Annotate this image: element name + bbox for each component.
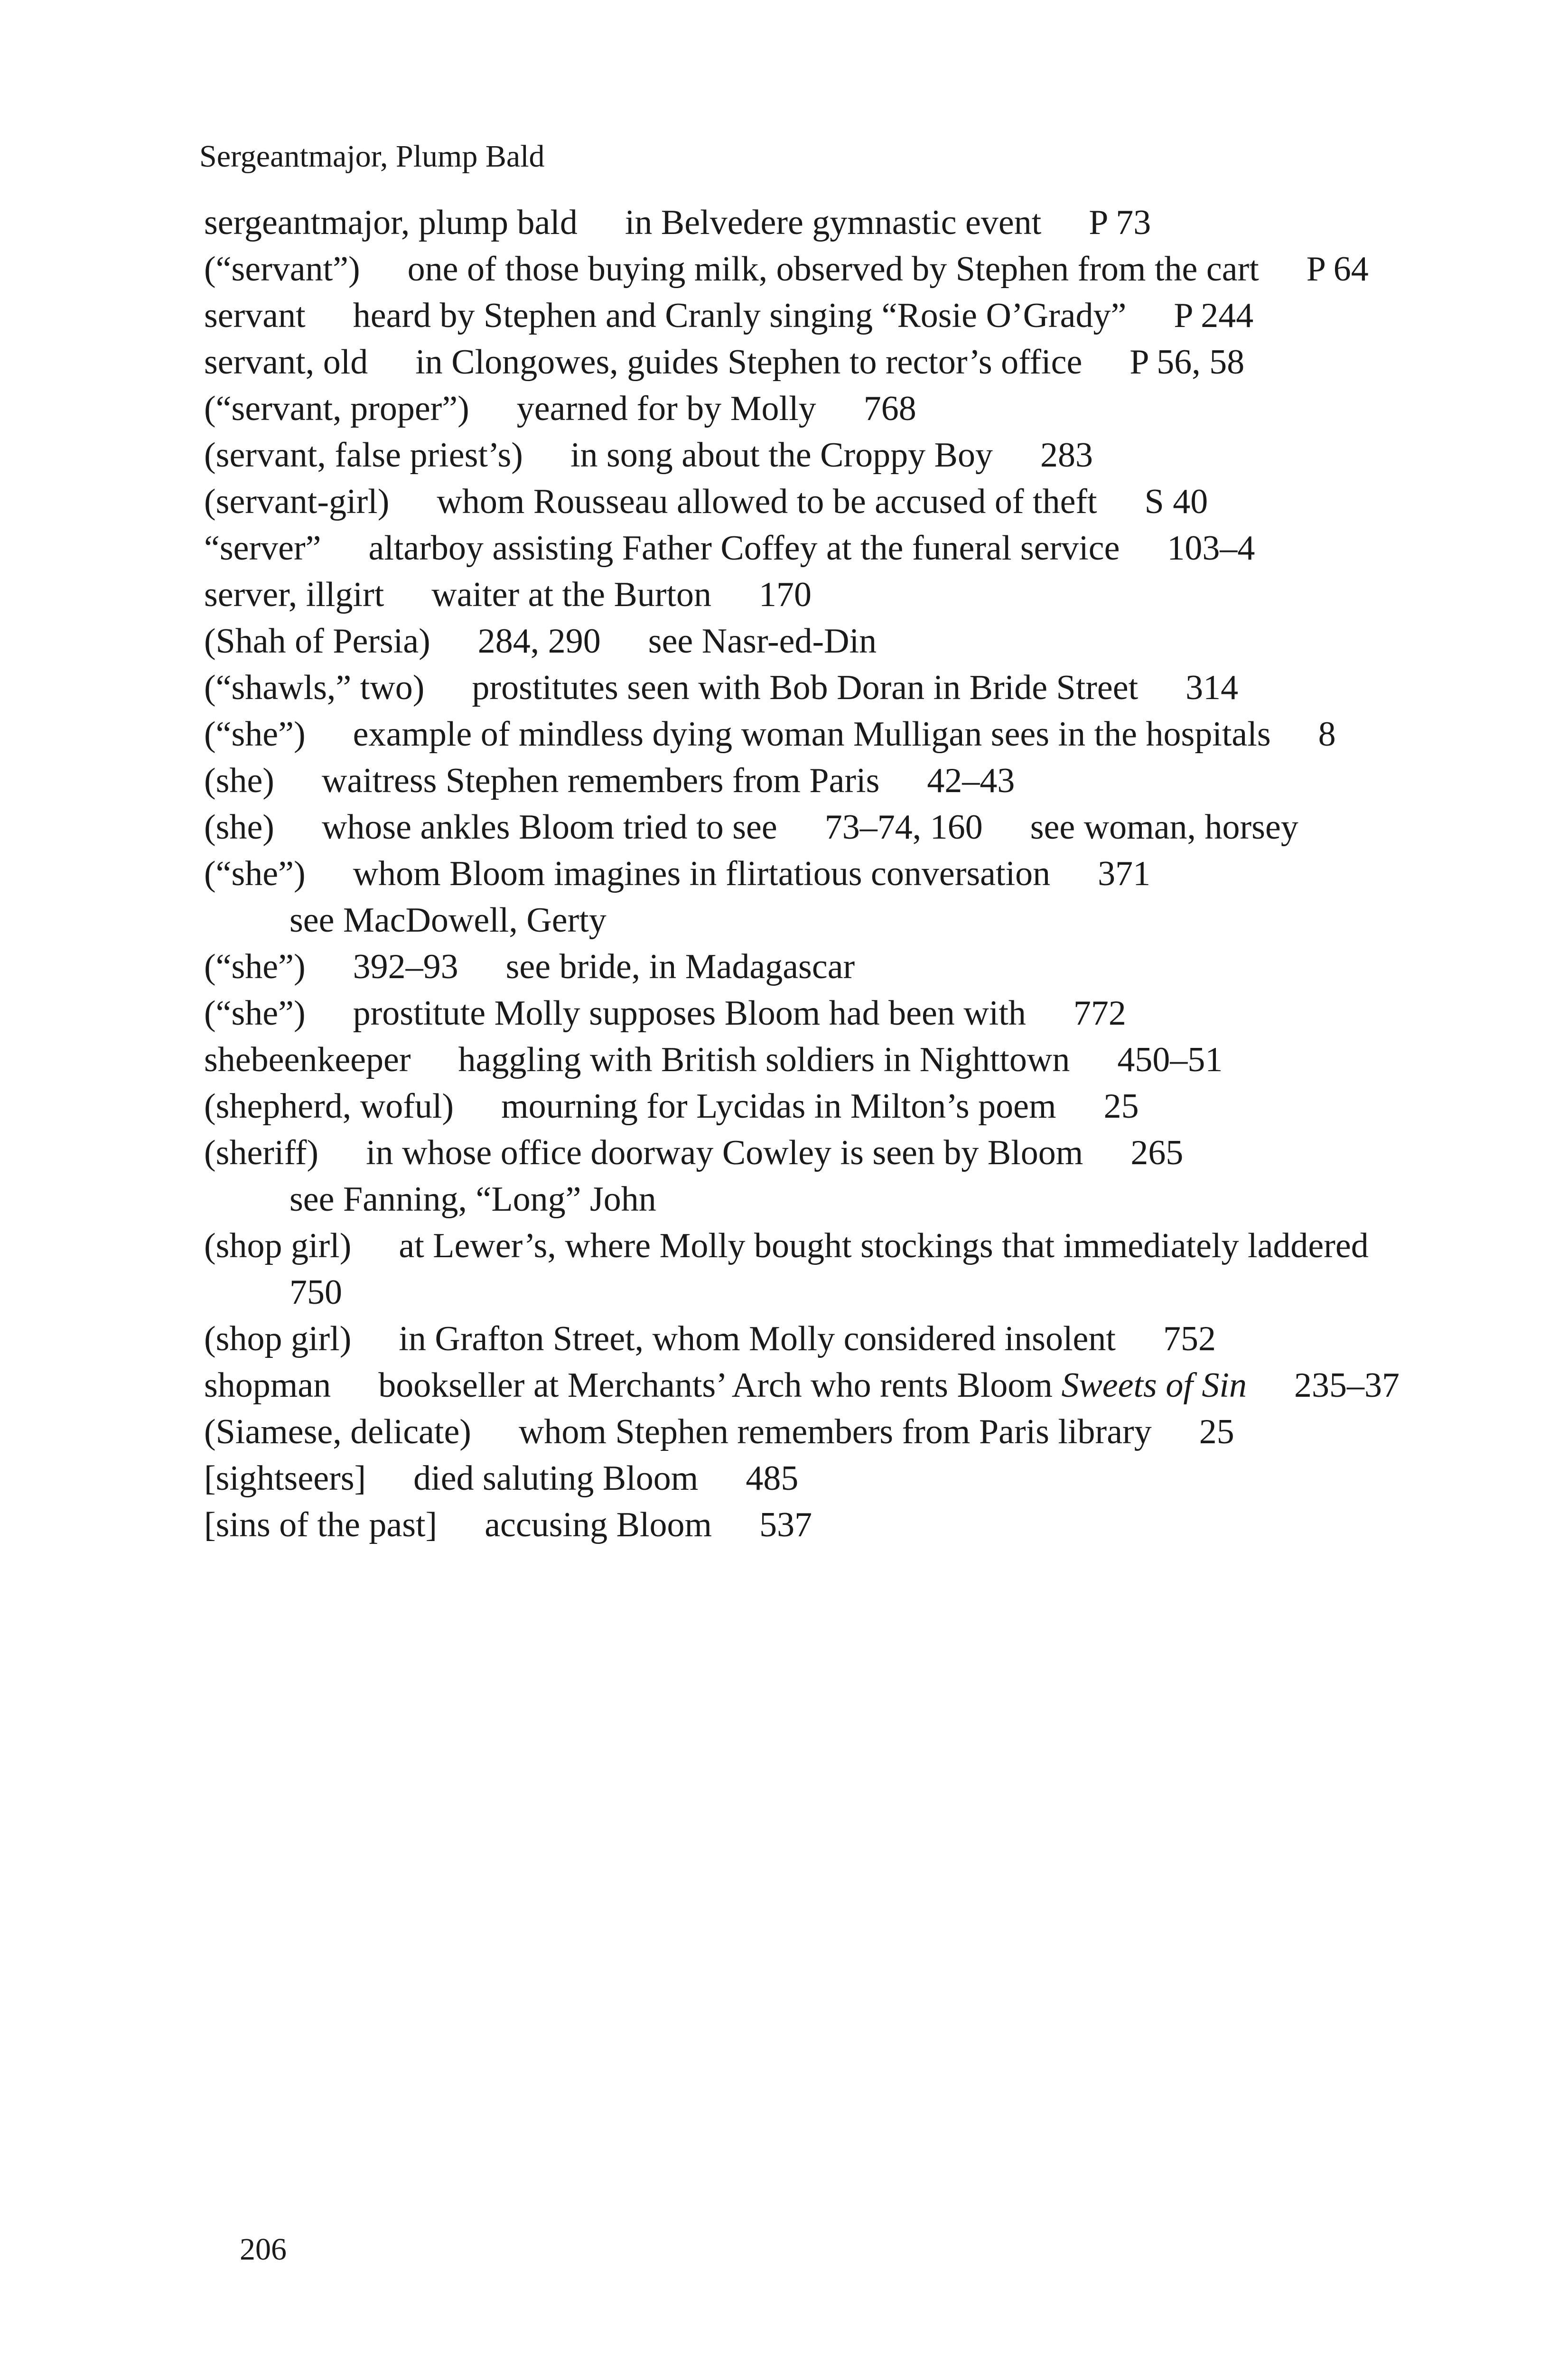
entry-description: whom Stephen remembers from Paris library — [518, 1412, 1152, 1451]
entry-headword: (shop girl) — [204, 1319, 352, 1358]
page-number: 206 — [240, 2232, 287, 2267]
entry-description: at Lewer’s, where Molly bought stockings that immediately laddered — [399, 1226, 1369, 1265]
index-entry — [204, 385, 1457, 432]
entry-headword: server, illgirt — [204, 575, 384, 614]
index-entry — [204, 246, 1457, 292]
index-entry — [204, 618, 1457, 664]
entry-description: whom Rousseau allowed to be accused of theft — [437, 482, 1097, 521]
entry-description: example of mindless dying woman Mulligan sees in the hospitals — [353, 715, 1271, 754]
entry-headword: (servant-girl) — [204, 482, 390, 521]
entry-page-refs: P 244 — [1174, 296, 1254, 335]
index-entry — [204, 757, 1457, 804]
index-entry — [204, 1409, 1457, 1455]
entry-headword: “server” — [204, 529, 321, 568]
index-entry — [204, 292, 1457, 339]
entry-page-refs: P 56, 58 — [1129, 343, 1245, 382]
entry-description: mourning for Lycidas in Milton’s poem — [501, 1087, 1056, 1126]
entry-page-refs: P 64 — [1306, 250, 1369, 289]
entry-description: in Belvedere gymnastic event — [625, 203, 1042, 242]
entry-headword: (she) — [204, 761, 274, 800]
entry-page-refs: 772 — [1073, 994, 1126, 1033]
entry-description: bookseller at Merchants’ Arch who rents Bloom — [378, 1366, 1053, 1405]
entry-page-refs: 25 — [1199, 1412, 1234, 1451]
entry-cross-reference: see Fanning, “Long” John — [289, 1180, 656, 1219]
entry-headword: shopman — [204, 1366, 331, 1405]
entry-headword: (Siamese, delicate) — [204, 1412, 471, 1451]
entry-page-refs: 42–43 — [927, 761, 1015, 800]
entry-cross-reference: see MacDowell, Gerty — [289, 901, 607, 940]
entry-cross-reference: see woman, horsey — [1030, 808, 1298, 847]
entry-page-refs: 392–93 — [353, 947, 458, 986]
entry-page-refs: 235–37 — [1294, 1366, 1400, 1405]
index-entry — [204, 664, 1457, 711]
entry-page-refs: 371 — [1098, 854, 1151, 893]
entry-headword: (she) — [204, 808, 274, 847]
entry-headword: (servant, false priest’s) — [204, 436, 523, 475]
entry-description: whom Bloom imagines in flirtatious conversation — [353, 854, 1051, 893]
entry-headword: sergeantmajor, plump bald — [204, 203, 578, 242]
index-entry — [204, 339, 1457, 385]
entry-description: altarboy assisting Father Coffey at the funeral service — [368, 529, 1120, 568]
index-entry — [204, 990, 1457, 1037]
index-entry-list — [204, 199, 1457, 1548]
entry-headword: [sightseers] — [204, 1459, 366, 1498]
entry-description: prostitutes seen with Bob Doran in Bride Street — [472, 668, 1139, 707]
entry-work-title: Sweets of Sin — [1061, 1366, 1247, 1405]
index-entry — [204, 1502, 1457, 1548]
entry-page-refs: 283 — [1040, 436, 1093, 475]
index-entry — [204, 525, 1457, 571]
entry-page-refs: 485 — [746, 1459, 799, 1498]
entry-headword: (“she”) — [204, 947, 306, 986]
entry-page-refs: 284, 290 — [477, 622, 601, 661]
index-entry — [204, 1130, 1457, 1223]
entry-headword: (shop girl) — [204, 1226, 352, 1265]
index-entry — [204, 804, 1457, 850]
entry-headword: (“servant, proper”) — [204, 389, 469, 428]
entry-page-refs: 8 — [1318, 715, 1336, 754]
entry-page-refs: 103–4 — [1167, 529, 1255, 568]
entry-page-refs: 450–51 — [1117, 1040, 1223, 1079]
entry-page-refs: 768 — [863, 389, 916, 428]
entry-description: waiter at the Burton — [431, 575, 712, 614]
entry-headword: [sins of the past] — [204, 1505, 438, 1544]
index-entry — [204, 432, 1457, 478]
entry-description: waitress Stephen remembers from Paris — [321, 761, 880, 800]
entry-page-refs: 750 — [289, 1273, 342, 1312]
entry-headword: (“she”) — [204, 715, 306, 754]
entry-description: whose ankles Bloom tried to see — [321, 808, 777, 847]
entry-page-refs: 537 — [759, 1505, 812, 1544]
index-entry — [204, 944, 1457, 990]
entry-description: one of those buying milk, observed by Stephen from the cart — [407, 250, 1259, 289]
entry-page-refs: 73–74, 160 — [824, 808, 983, 847]
entry-description: haggling with British soldiers in Nighttown — [458, 1040, 1070, 1079]
entry-description: in Grafton Street, whom Molly considered insolent — [399, 1319, 1116, 1358]
entry-page-refs: 314 — [1185, 668, 1239, 707]
index-entry — [204, 850, 1457, 944]
entry-headword: (sheriff) — [204, 1133, 319, 1172]
entry-description: yearned for by Molly — [516, 389, 816, 428]
index-entry — [204, 1316, 1457, 1362]
entry-page-refs: 265 — [1130, 1133, 1184, 1172]
index-entry — [204, 478, 1457, 525]
index-entry — [204, 1037, 1457, 1083]
entry-headword: servant — [204, 296, 306, 335]
running-head: Sergeantmajor, Plump Bald — [199, 139, 545, 174]
index-entry — [204, 571, 1457, 618]
entry-cross-reference: see Nasr-ed-Din — [648, 622, 877, 661]
entry-page-refs: 752 — [1163, 1319, 1216, 1358]
index-entry — [204, 1362, 1457, 1409]
index-entry — [204, 1223, 1457, 1316]
entry-page-refs: 170 — [759, 575, 812, 614]
entry-headword: (“shawls,” two) — [204, 668, 425, 707]
index-entry — [204, 1455, 1457, 1502]
entry-page-refs: S 40 — [1144, 482, 1208, 521]
entry-description: in song about the Croppy Boy — [570, 436, 993, 475]
index-entry — [204, 1083, 1457, 1130]
entry-headword: (shepherd, woful) — [204, 1087, 454, 1126]
entry-headword: (“servant”) — [204, 250, 360, 289]
entry-description: died saluting Bloom — [413, 1459, 699, 1498]
entry-description: heard by Stephen and Cranly singing “Rosie O’Grady” — [353, 296, 1127, 335]
entry-headword: shebeenkeeper — [204, 1040, 411, 1079]
entry-page-refs: P 73 — [1089, 203, 1151, 242]
entry-headword: (“she”) — [204, 994, 306, 1033]
entry-cross-reference: see bride, in Madagascar — [505, 947, 855, 986]
entry-description: in whose office doorway Cowley is seen by Bloom — [366, 1133, 1083, 1172]
entry-description: prostitute Molly supposes Bloom had been with — [353, 994, 1026, 1033]
entry-description: in Clongowes, guides Stephen to rector’s office — [415, 343, 1083, 382]
entry-headword: servant, old — [204, 343, 368, 382]
index-entry — [204, 711, 1457, 757]
entry-headword: (“she”) — [204, 854, 306, 893]
index-entry — [204, 199, 1457, 246]
entry-headword: (Shah of Persia) — [204, 622, 430, 661]
entry-description: accusing Bloom — [485, 1505, 712, 1544]
entry-page-refs: 25 — [1103, 1087, 1139, 1126]
